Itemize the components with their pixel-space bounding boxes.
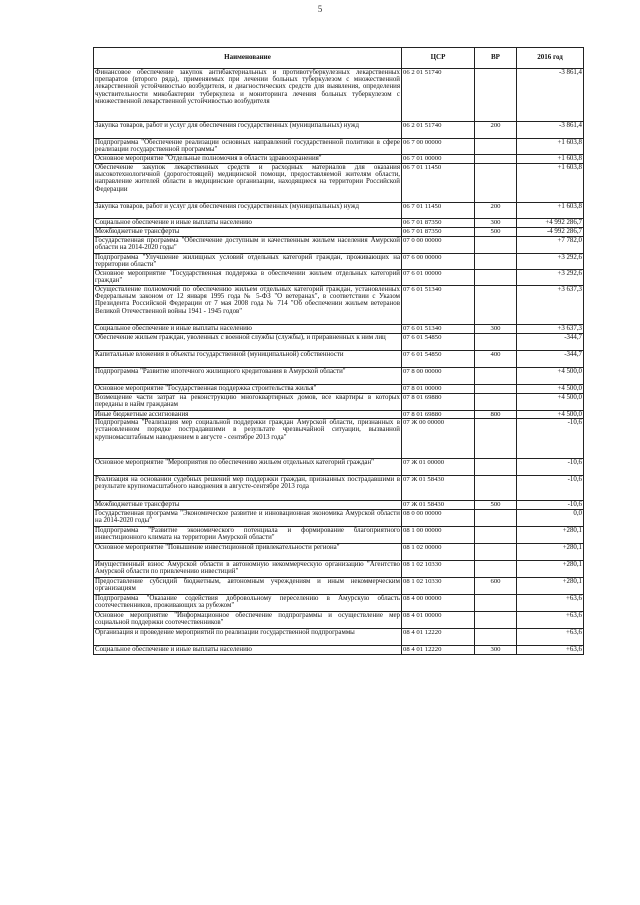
row-name-cell: Основное мероприятие "Государственная поддержка в обеспечении жильем отдельных категорий граждан" [95,270,400,285]
table-row [94,646,584,655]
row-amount-cell: -10,6 [517,459,584,476]
row-name-cell: Закупка товаров, работ и услуг для обеспечения государственных (муниципальных) нужд [94,203,402,219]
row-vr-cell: 300 [475,219,517,228]
table-row [94,325,584,334]
row-name-cell: Организация и проведение мероприятий по реализации государственной подпрограммы [94,629,402,646]
row-csr-cell: 08 1 02 00000 [402,544,475,561]
row-amount-cell: +63,6 [517,646,584,655]
table-row [94,385,584,394]
row-csr-cell: 08 4 00 00000 [402,595,475,612]
table-row [94,270,584,286]
row-vr-cell [475,476,517,501]
table-row [94,419,584,459]
header-name: Наименование [94,48,402,69]
row-csr-cell: 07 8 01 69880 [402,394,475,411]
row-name-cell: Обеспечение закупок лекарственных средств и расходных материалов для оказания высокотехнологичной (дорогостоящей) медицинской помощи, предоставляемой жителям области, направление жителей области в медицинские организации, находящиеся на территории Российской Федерации [94,164,402,203]
row-amount-cell: +63,6 [517,595,584,612]
row-name-cell: Подпрограмма "Улучшение жилищных условий отдельных категорий граждан, проживающих на территории области" [95,254,400,269]
row-vr-cell: 200 [475,203,517,219]
row-amount-cell: +3 637,3 [517,325,584,334]
row-vr-cell: 800 [475,411,517,419]
row-name-cell: Основное мероприятие "Отдельные полномочия в области здравоохранения" [94,155,402,164]
row-vr-cell [475,164,517,203]
header-year: 2016 год [517,48,584,69]
row-csr-cell: 07 6 01 51340 [402,325,475,334]
row-vr-cell [475,612,517,629]
row-vr-cell: 200 [475,122,517,139]
row-vr-cell: 400 [475,351,517,368]
row-name-cell: Основное мероприятие "Повышение инвестиционной привлекательности региона" [94,544,402,561]
header-csr: ЦСР [402,48,475,69]
row-name-cell: Социальное обеспечение и иные выплаты населению [94,219,402,228]
table-row [94,544,584,561]
row-name-cell: Осуществление полномочий по обеспечению жильем отдельных категорий граждан, установленных Федеральным законом от 12 января 1995 года № 5-ФЗ "О ветеранах", в соответствии с Указом Президента Российской Федерации от 7 мая 2008 года № 714 "Об обеспечении жильем ветеранов Великой Отечественной войны 1941 - 1945 годов" [94,286,402,325]
row-vr-cell [475,254,517,270]
row-vr-cell [475,527,517,544]
row-vr-cell: 500 [475,501,517,510]
row-csr-cell: 08 0 00 00000 [402,510,475,527]
row-csr-cell: 08 1 02 10330 [402,561,475,578]
row-name-cell: Имущественный взнос Амурской области в автономную некоммерческую организацию "Агентство Амурской области по привлечению инвестиций" [94,561,402,578]
row-csr-cell: 07 Ж 00 00000 [402,419,475,459]
row-csr-cell: 08 1 00 00000 [402,527,475,544]
row-name-cell: Финансовое обеспечение закупок антибактериальных и противотуберкулезных лекарственных препаратов (второго ряда), применяемых при лечении больных туберкулезом с множественной лекарственной устойчивостью возбудителя, и диагностических средств для выявления, определения чувствительности микобактерии туберкулеза и мониторинга лечения больных туберкулезом с множественной лекарственной устойчивостью возбудителя [94,69,402,122]
row-amount-cell: +1 603,8 [517,164,584,203]
row-csr-cell: 08 4 01 12220 [402,646,475,655]
table-row [94,510,584,527]
row-vr-cell [475,544,517,561]
table-row [94,254,584,270]
row-amount-cell: +1 603,8 [517,155,584,164]
row-amount-cell: +7 782,0 [517,237,584,254]
table-row [94,612,584,629]
row-amount-cell: +3 292,6 [517,254,584,270]
table-row [94,578,584,595]
table-row [94,561,584,578]
row-name-cell: Социальное обеспечение и иные выплаты населению [94,646,402,655]
row-amount-cell: +1 603,8 [517,203,584,219]
row-name-cell: Межбюджетные трансферты [94,501,402,510]
row-name-cell: Государственная программа "Экономическое развитие и инновационная экономика Амурской области на 2014-2020 годы" [94,510,402,527]
row-amount-cell: +280,1 [517,561,584,578]
row-name-cell: Капитальные вложения в объекты государственной (муниципальной) собственности [94,351,402,368]
row-vr-cell: 300 [475,325,517,334]
row-amount-cell: +3 637,3 [517,286,584,325]
row-name-cell: Реализация на основании судебных решений мер поддержки граждан, признанных пострадавшими в результате крупномасштабного наводнения в августе-сентябре 2013 года [94,476,402,501]
row-csr-cell: 06 7 00 00000 [402,139,475,155]
table-row [94,203,584,219]
row-name-cell: Основное мероприятие "Государственная поддержка строительства жилья" [94,385,402,394]
row-vr-cell [475,69,517,122]
row-csr-cell: 07 0 00 00000 [402,237,475,254]
row-csr-cell: 07 6 01 54850 [402,351,475,368]
row-vr-cell [475,139,517,155]
row-csr-cell: 07 8 00 00000 [402,368,475,385]
row-name-cell: Подпрограмма "Развитие ипотечного жилищного кредитования в Амурской области" [94,368,402,385]
row-csr-cell: 06 7 01 87350 [402,228,475,237]
table-row [94,476,584,501]
row-csr-cell: 07 6 01 51340 [402,286,475,325]
table-row [94,164,584,203]
table-header-row [94,48,584,69]
row-amount-cell: -344,7 [517,351,584,368]
row-csr-cell: 06 2 01 51740 [402,122,475,139]
row-vr-cell [475,629,517,646]
table-body [94,69,584,655]
row-vr-cell: 300 [475,646,517,655]
table-row [94,155,584,164]
row-name-cell: Государственная программа "Обеспечение доступным и качественным жильем населения Амурской области на 2014-2020 годы" [94,237,402,254]
row-amount-cell: +280,1 [517,544,584,561]
table-row [94,459,584,476]
row-csr-cell: 07 Ж 01 58430 [402,476,475,501]
row-vr-cell [475,368,517,385]
table-row [94,122,584,139]
row-amount-cell: +4 500,0 [517,368,584,385]
table-row [94,334,584,351]
table-row [94,286,584,325]
row-vr-cell [475,237,517,254]
row-amount-cell: +63,6 [517,612,584,629]
page-number: 5 [317,4,323,14]
row-name-cell: Подпрограмма "Развитие экономического потенциала и формирование благоприятного инвестиционного климата на территории Амурской области" [94,527,402,544]
table-row [94,219,584,228]
row-csr-cell: 07 Ж 01 00000 [402,459,475,476]
row-name-cell: Закупка товаров, работ и услуг для обеспечения государственных (муниципальных) нужд [94,122,402,139]
row-amount-cell: +3 292,6 [517,270,584,286]
row-amount-cell: +1 603,8 [517,139,584,155]
row-amount-cell: -3 861,4 [517,122,584,139]
row-amount-cell: +63,6 [517,629,584,646]
row-vr-cell [475,595,517,612]
row-amount-cell: -4 992 286,7 [517,228,584,237]
row-csr-cell: 07 8 01 69880 [402,411,475,419]
row-vr-cell [475,561,517,578]
row-csr-cell: 07 Ж 01 58430 [402,501,475,510]
table-row [94,237,584,254]
row-name-cell: Возмещение части затрат на реконструкцию многоквартирных домов, все квартиры в которых переданы в найм гражданам [94,394,402,411]
table-row [94,629,584,646]
table-row [94,351,584,368]
row-vr-cell [475,385,517,394]
row-name-cell: Предоставление субсидий бюджетным, автономным учреждениям и иным некоммерческим организациям [94,578,402,595]
row-amount-cell: +280,1 [517,578,584,595]
row-name-cell: Социальное обеспечение и иные выплаты населению [94,325,402,334]
row-amount-cell: +4 500,0 [517,394,584,411]
row-csr-cell: 06 7 01 00000 [402,155,475,164]
row-vr-cell [475,334,517,351]
row-vr-cell [475,419,517,459]
row-vr-cell: 500 [475,228,517,237]
row-name-cell: Подпрограмма "Оказание содействия добровольному переселению в Амурскую область соотечественников, проживающих за рубежом" [94,595,402,612]
table-row [94,411,584,419]
row-amount-cell: -3 861,4 [517,69,584,122]
row-vr-cell [475,155,517,164]
row-csr-cell: 07 6 01 00000 [402,270,475,286]
row-name-cell: Подпрограмма "Реализация мер социальной поддержки граждан Амурской области, признанных в установленном порядке пострадавшими в результате чрезвычайной ситуации, вызванной крупномасштабным наводнением в августе - сентябре 2013 года" [94,419,402,459]
row-name-cell: Основное мероприятие "Информационное обеспечение подпрограммы и осуществление мер социальной поддержки соотечественников" [94,612,402,629]
row-vr-cell [475,510,517,527]
row-csr-cell: 06 7 01 87350 [402,219,475,228]
row-name-cell: Основное мероприятие "Мероприятия по обеспечению жильем отдельных категорий граждан" [94,459,402,476]
row-csr-cell: 07 6 01 54850 [402,334,475,351]
table-row [94,228,584,237]
table-row [94,69,584,122]
table-row [94,394,584,411]
row-name-cell: Подпрограмма "Обеспечение реализации основных направлений государственной политики в сфере реализации государственной программы" [95,139,400,154]
row-vr-cell [475,394,517,411]
table-row [94,368,584,385]
table-row [94,501,584,510]
row-name-cell: Иные бюджетные ассигнования [94,411,402,419]
row-vr-cell: 600 [475,578,517,595]
row-amount-cell: 0,0 [517,510,584,527]
row-csr-cell: 07 8 01 00000 [402,385,475,394]
row-vr-cell [475,459,517,476]
row-amount-cell: +4 992 286,7 [517,219,584,228]
row-csr-cell: 06 7 01 11450 [402,164,475,203]
table-row [94,139,584,155]
row-csr-cell: 08 4 01 12220 [402,629,475,646]
row-name-cell: Межбюджетные трансферты [94,228,402,237]
row-amount-cell: -10,6 [517,476,584,501]
row-csr-cell: 08 1 02 10330 [402,578,475,595]
row-vr-cell [475,286,517,325]
row-amount-cell: -10,6 [517,419,584,459]
table-row [94,527,584,544]
row-amount-cell: +280,1 [517,527,584,544]
row-csr-cell: 07 6 00 00000 [402,254,475,270]
row-vr-cell [475,270,517,286]
row-name-cell: Обеспечение жильем граждан, уволенных с военной службы (службы), и приравненных к ним лиц [94,334,402,351]
row-amount-cell: +4 500,0 [517,411,584,419]
row-csr-cell: 06 2 01 51740 [402,69,475,122]
row-amount-cell: +4 500,0 [517,385,584,394]
header-vr: ВР [475,48,517,69]
table-row [94,595,584,612]
budget-table [93,47,584,655]
row-amount-cell: -10,6 [517,501,584,510]
row-csr-cell: 08 4 01 00000 [402,612,475,629]
row-csr-cell: 06 7 01 11450 [402,203,475,219]
row-amount-cell: -344,7 [517,334,584,351]
